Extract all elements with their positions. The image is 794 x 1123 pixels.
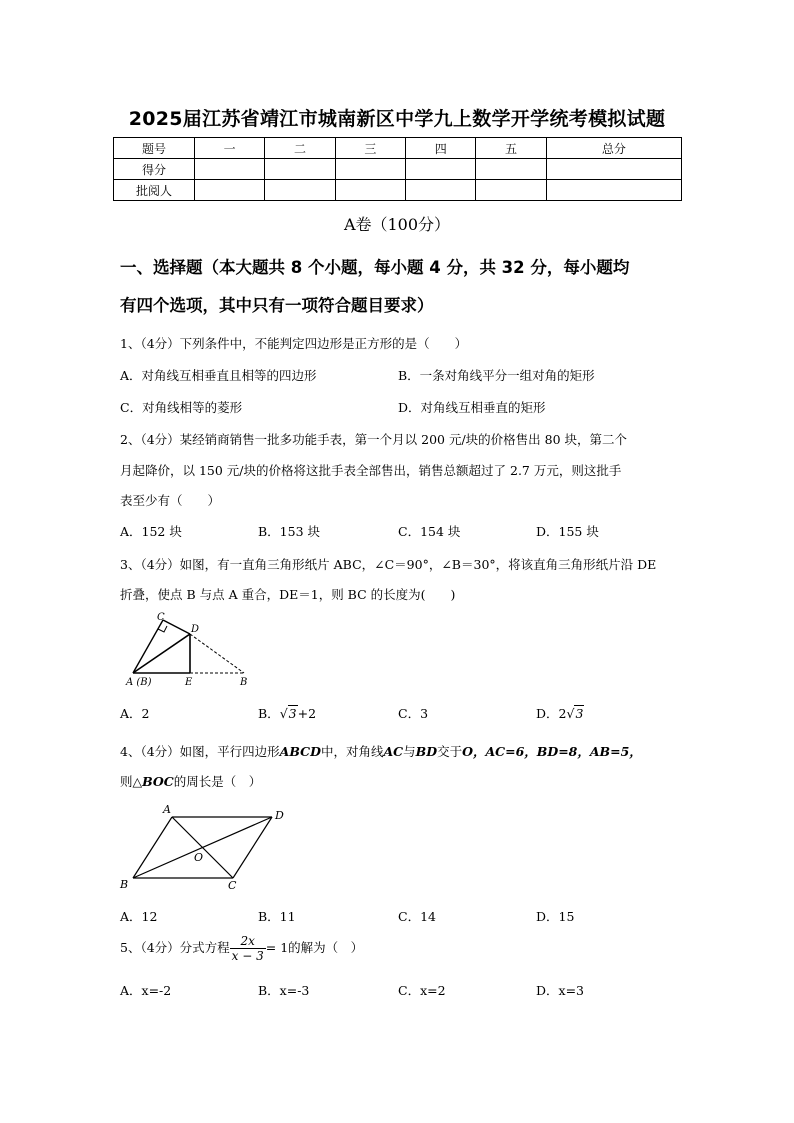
section-heading-line1: 一、选择题（本大题共 8 个小题，每小题 4 分，共 32 分，每小题均 (120, 258, 630, 277)
score-cell[interactable] (265, 159, 335, 180)
table-row (114, 159, 682, 180)
table-cell: 二 (265, 138, 335, 159)
q4-italic: BOC (142, 774, 174, 789)
grader-cell[interactable] (195, 180, 265, 201)
q4-option-c[interactable]: C．14 (398, 909, 436, 924)
table-cell: 五 (476, 138, 546, 159)
q3-label-d: D (191, 624, 200, 635)
q4-label-d: D (275, 809, 284, 822)
section-heading-line2: 有四个选项，其中只有一项符合题目要求） (120, 296, 434, 315)
volume-heading: A卷（100分） (343, 215, 451, 234)
question-4-line2 (120, 772, 261, 790)
grader-cell[interactable] (546, 180, 681, 201)
score-cell[interactable] (335, 159, 405, 180)
q4-text: 的周长是（ ） (173, 774, 262, 789)
q5-option-d[interactable]: D．x=3 (536, 983, 584, 998)
q4-text: 交于 (437, 744, 463, 759)
q2-option-d[interactable]: D．155 块 (536, 524, 599, 539)
sqrt-expression: √3 (279, 706, 297, 721)
q3-label-b: B (240, 677, 248, 688)
grader-cell[interactable] (335, 180, 405, 201)
q4-label-b: B (120, 878, 129, 891)
q3-triangle-figure (118, 610, 258, 690)
q3-label-a: A (B) (126, 677, 152, 688)
table-row (114, 138, 682, 159)
q5-text: 的解为（ ） (288, 940, 364, 955)
q1-option-a[interactable]: A．对角线互相垂直且相等的四边形 (120, 368, 317, 383)
question-1-stem: 1、（4分）下列条件中，不能判定四边形是正方形的是（ ） (120, 336, 468, 351)
q5-option-c[interactable]: C．x=2 (398, 983, 446, 998)
question-3-line1: 3、（4分）如图，有一直角三角形纸片 ABC，∠C＝90°，∠B＝30°，将该直角三角形纸片沿 DE (120, 557, 657, 572)
score-cell[interactable] (476, 159, 546, 180)
q2-option-a[interactable]: A．152 块 (120, 524, 182, 539)
grader-cell[interactable] (476, 180, 546, 201)
q4-label-o: O (194, 851, 204, 864)
table-row (114, 180, 682, 201)
score-cell[interactable] (195, 159, 265, 180)
q3-option-b[interactable] (258, 704, 316, 722)
q4-italic: O，AC=6，BD=8，AB=5， (462, 744, 642, 759)
fraction-denominator: x − 3 (231, 949, 264, 963)
q2-option-c[interactable]: C．154 块 (398, 524, 461, 539)
q3-option-d-label: D．2 (536, 706, 567, 721)
q4-italic: ABCD (279, 744, 321, 759)
q1-option-c[interactable]: C．对角线相等的菱形 (120, 400, 243, 415)
grader-cell[interactable] (406, 180, 476, 201)
sqrt-expression: √3 (566, 706, 584, 721)
q2-option-b[interactable]: B．153 块 (258, 524, 321, 539)
q4-text: 中，对角线 (320, 744, 384, 759)
fraction-numerator: 2x (230, 934, 266, 949)
table-cell: 总分 (546, 138, 681, 159)
q3-option-a[interactable]: A．2 (120, 706, 150, 721)
q4-text: 与 (403, 744, 416, 759)
q4-option-d[interactable]: D．15 (536, 909, 575, 924)
question-5-stem (120, 934, 363, 963)
question-3-line2: 折叠，使点 B 与点 A 重合，DE＝1，则 BC 的长度为( ) (120, 587, 456, 602)
q1-option-d[interactable]: D．对角线互相垂直的矩形 (398, 400, 546, 415)
fraction (230, 934, 266, 963)
grader-cell[interactable] (265, 180, 335, 201)
q3-label-e: E (185, 677, 193, 688)
question-2-line1: 2、（4分）某经销商销售一批多功能手表，第一个月以 200 元/块的价格售出 80 块，第二个 (120, 432, 628, 447)
question-2-line2: 月起降价，以 150 元/块的价格将这批手表全部售出，销售总额超过了 2.7 万元，则这批手 (120, 463, 622, 478)
score-cell[interactable] (546, 159, 681, 180)
question-4-line1 (120, 742, 642, 760)
q4-option-b[interactable]: B．11 (258, 909, 296, 924)
q3-option-b-label: B． (258, 706, 280, 721)
q3-option-d[interactable] (536, 704, 584, 722)
q5-option-b[interactable]: B．x=-3 (258, 983, 310, 998)
q4-label-a: A (163, 803, 171, 816)
q4-text: 则△ (120, 774, 143, 789)
q1-option-b[interactable]: B．一条对角线平分一组对角的矩形 (398, 368, 595, 383)
table-cell: 三 (335, 138, 405, 159)
q3-option-b-tail: +2 (297, 706, 317, 721)
q4-option-a[interactable]: A．12 (120, 909, 158, 924)
q4-text: 4、（4分）如图，平行四边形 (120, 744, 280, 759)
q4-italic: BD (415, 744, 438, 759)
score-table (113, 137, 682, 201)
table-cell: 得分 (114, 159, 195, 180)
q4-label-c: C (228, 879, 237, 892)
q5-text: 5、（4分）分式方程 (120, 940, 230, 955)
q5-option-a[interactable]: A．x=-2 (120, 983, 172, 998)
table-cell: 题号 (114, 138, 195, 159)
sqrt-radicand: 3 (575, 706, 584, 721)
table-cell: 一 (195, 138, 265, 159)
table-cell: 四 (406, 138, 476, 159)
q4-italic: AC (383, 744, 404, 759)
page-title: 2025届江苏省靖江市城南新区中学九上数学开学统考模拟试题 (128, 108, 666, 130)
q3-option-c[interactable]: C．3 (398, 706, 429, 721)
sqrt-radicand: 3 (288, 706, 297, 721)
table-cell: 批阅人 (114, 180, 195, 201)
q4-parallelogram-figure (115, 800, 295, 895)
q3-label-c: C (157, 612, 165, 623)
score-cell[interactable] (406, 159, 476, 180)
q5-equals: = 1 (265, 940, 289, 955)
question-2-line3: 表至少有（ ） (120, 493, 221, 508)
